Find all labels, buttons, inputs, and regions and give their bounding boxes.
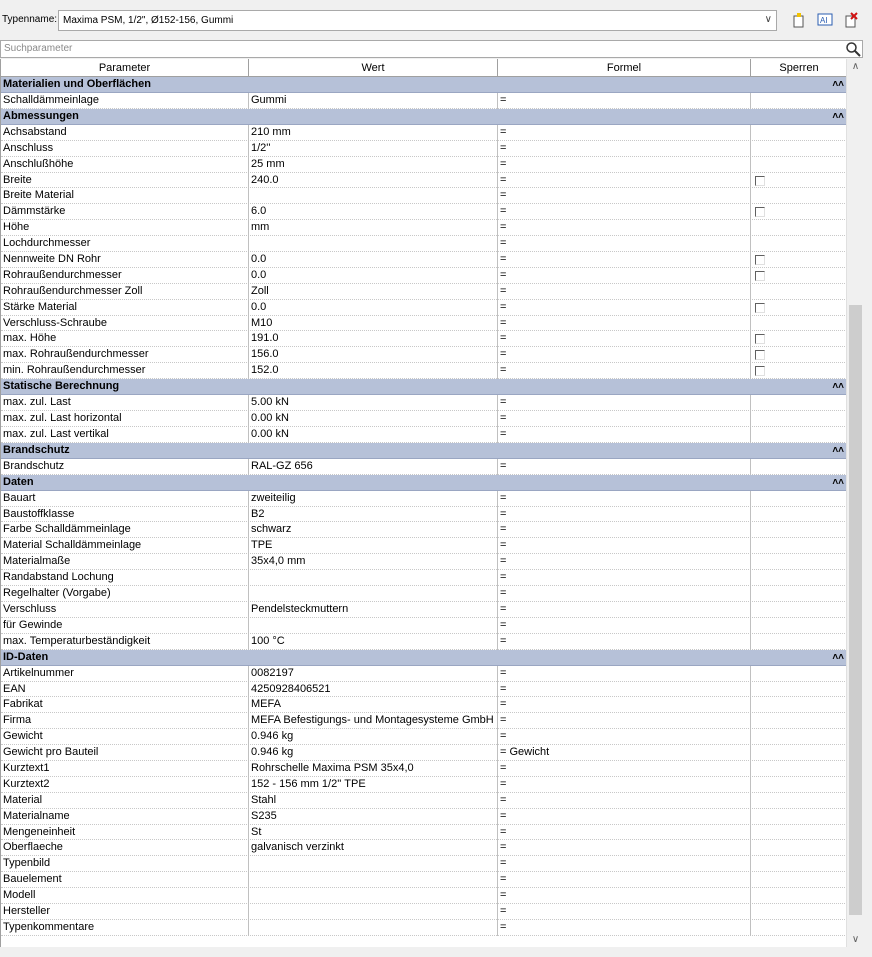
parameter-name: Brandschutz [1, 459, 249, 475]
parameter-formula[interactable]: = [498, 331, 751, 347]
parameter-name: Anschlußhöhe [1, 157, 249, 173]
parameter-lock-cell [751, 554, 846, 570]
parameter-formula[interactable]: = [498, 522, 751, 538]
parameter-name: Schalldämmeinlage [1, 93, 249, 109]
table-row[interactable] [1, 204, 846, 220]
parameter-formula[interactable]: = [498, 809, 751, 825]
parameter-formula[interactable]: = [498, 347, 751, 363]
parameter-formula[interactable]: = [498, 840, 751, 856]
parameter-formula[interactable]: = [498, 427, 751, 443]
scroll-down-icon[interactable]: ∨ [851, 934, 860, 945]
parameter-formula[interactable]: = [498, 204, 751, 220]
parameter-lock-cell [751, 904, 846, 920]
bottom-strip [0, 947, 872, 957]
table-row[interactable] [1, 125, 846, 141]
collapse-icon[interactable]: ˄˄ [832, 79, 844, 90]
table-row[interactable] [1, 268, 846, 284]
parameter-value[interactable] [249, 872, 498, 888]
parameter-lock-cell [751, 538, 846, 554]
table-row[interactable] [1, 697, 846, 713]
parameter-name: Lochdurchmesser [1, 236, 249, 252]
parameter-name: Baustoffklasse [1, 507, 249, 523]
table-row[interactable] [1, 141, 846, 157]
search-placeholder: Suchparameter [4, 43, 73, 54]
parameter-value[interactable]: 0.00 kN [249, 411, 498, 427]
parameter-lock-cell [751, 268, 846, 284]
parameter-name: max. zul. Last horizontal [1, 411, 249, 427]
lock-checkbox[interactable] [755, 176, 765, 186]
table-row[interactable] [1, 825, 846, 841]
table-row[interactable] [1, 507, 846, 523]
parameter-value[interactable]: 6.0 [249, 204, 498, 220]
table-row[interactable] [1, 252, 846, 268]
parameter-lock-cell [751, 204, 846, 220]
table-row[interactable] [1, 602, 846, 618]
parameter-name: Stärke Material [1, 300, 249, 316]
parameter-formula[interactable]: = [498, 188, 751, 204]
parameter-name: Verschluss [1, 602, 249, 618]
group-title: Materialien und Oberflächen [3, 78, 151, 90]
parameter-formula[interactable]: = [498, 666, 751, 682]
parameter-value[interactable] [249, 920, 498, 936]
parameter-name: min. Rohraußendurchmesser [1, 363, 249, 379]
table-row[interactable] [1, 872, 846, 888]
parameter-lock-cell [751, 157, 846, 173]
parameter-name: max. Temperaturbeständigkeit [1, 634, 249, 650]
parameter-formula[interactable]: = [498, 682, 751, 698]
parameter-name: Gewicht pro Bauteil [1, 745, 249, 761]
parameter-name: Material [1, 793, 249, 809]
parameter-name: EAN [1, 682, 249, 698]
table-row[interactable] [1, 93, 846, 109]
parameter-lock-cell [751, 300, 846, 316]
table-row[interactable] [1, 538, 846, 554]
parameter-lock-cell [751, 93, 846, 109]
parameter-formula[interactable]: = [498, 920, 751, 936]
parameter-name: Mengeneinheit [1, 825, 249, 841]
collapse-icon[interactable]: ˄˄ [832, 444, 844, 456]
parameter-name: Kurztext1 [1, 761, 249, 777]
collapse-icon[interactable]: ˄˄ [832, 651, 844, 663]
parameter-lock-cell [751, 729, 846, 745]
parameter-name: Regelhalter (Vorgabe) [1, 586, 249, 602]
parameter-lock-cell [751, 697, 846, 713]
table-row[interactable] [1, 745, 846, 761]
group-title: Brandschutz [3, 443, 70, 456]
parameter-value[interactable]: 25 mm [249, 157, 498, 173]
parameter-lock-cell [751, 316, 846, 332]
parameter-lock-cell [751, 920, 846, 936]
parameter-formula[interactable]: = [498, 157, 751, 173]
parameter-lock-cell [751, 491, 846, 507]
parameter-formula[interactable]: = [498, 554, 751, 570]
parameter-lock-cell [751, 411, 846, 427]
table-row[interactable] [1, 570, 846, 586]
parameter-lock-cell [751, 284, 846, 300]
parameter-formula[interactable]: = [498, 252, 751, 268]
parameter-value[interactable]: 1/2'' [249, 141, 498, 157]
search-icon[interactable] [845, 41, 861, 57]
parameter-lock-cell [751, 188, 846, 204]
parameter-lock-cell [751, 634, 846, 650]
table-row[interactable] [1, 157, 846, 173]
parameter-lock-cell [751, 395, 846, 411]
parameter-formula[interactable]: = [498, 507, 751, 523]
parameter-name: Oberflaeche [1, 840, 249, 856]
parameter-name: Modell [1, 888, 249, 904]
parameter-lock-cell [751, 522, 846, 538]
parameter-name: Anschluss [1, 141, 249, 157]
parameter-formula[interactable]: = [498, 586, 751, 602]
collapse-icon[interactable]: ˄˄ [832, 381, 844, 393]
table-row[interactable] [1, 331, 846, 347]
type-toolbar [0, 0, 872, 40]
table-row[interactable] [1, 777, 846, 793]
parameter-lock-cell [751, 761, 846, 777]
parameter-value[interactable]: 0.946 kg [249, 729, 498, 745]
parameter-lock-cell [751, 682, 846, 698]
parameter-lock-cell [751, 331, 846, 347]
parameter-name: Höhe [1, 220, 249, 236]
grid-header [1, 59, 846, 77]
parameter-value[interactable]: S235 [249, 809, 498, 825]
table-row[interactable] [1, 316, 846, 332]
rename-icon[interactable] [815, 10, 835, 30]
parameter-name: Breite Material [1, 188, 249, 204]
table-row[interactable] [1, 236, 846, 252]
parameter-value[interactable]: 156.0 [249, 347, 498, 363]
parameter-lock-cell [751, 777, 846, 793]
parameter-name: Farbe Schalldämmeinlage [1, 522, 249, 538]
parameter-value[interactable]: 100 °C [249, 634, 498, 650]
parameter-formula[interactable]: = [498, 395, 751, 411]
svg-text:AI: AI [820, 16, 828, 25]
parameter-value[interactable]: 152 - 156 mm 1/2'' TPE [249, 777, 498, 793]
type-name-dropdown[interactable] [58, 10, 777, 31]
parameter-value[interactable]: 152.0 [249, 363, 498, 379]
parameter-formula[interactable]: = [498, 793, 751, 809]
parameter-name: Bauart [1, 491, 249, 507]
parameter-value[interactable]: Stahl [249, 793, 498, 809]
table-row[interactable] [1, 856, 846, 872]
table-row[interactable] [1, 666, 846, 682]
table-row[interactable] [1, 411, 846, 427]
lock-checkbox[interactable] [755, 334, 765, 344]
column-header-formel[interactable]: Formel [498, 59, 751, 77]
parameter-value[interactable]: M10 [249, 316, 498, 332]
parameter-formula[interactable]: = [498, 459, 751, 475]
type-name-value: Maxima PSM, 1/2", Ø152-156, Gummi [63, 15, 234, 26]
parameter-formula[interactable]: = [498, 491, 751, 507]
table-row[interactable] [1, 284, 846, 300]
parameter-value[interactable]: mm [249, 220, 498, 236]
parameter-formula[interactable]: = [498, 602, 751, 618]
parameter-value[interactable]: Gummi [249, 93, 498, 109]
group-header[interactable] [1, 109, 846, 125]
parameter-lock-cell [751, 856, 846, 872]
table-row[interactable] [1, 809, 846, 825]
parameter-formula[interactable]: = [498, 618, 751, 634]
table-row[interactable] [1, 840, 846, 856]
parameter-formula[interactable]: = [498, 411, 751, 427]
parameter-lock-cell [751, 220, 846, 236]
parameter-lock-cell [751, 666, 846, 682]
parameter-value[interactable] [249, 856, 498, 872]
group-title: Abmessungen [3, 109, 79, 122]
parameter-name: Hersteller [1, 904, 249, 920]
parameter-name: Artikelnummer [1, 666, 249, 682]
parameter-name: Firma [1, 713, 249, 729]
parameter-value[interactable]: B2 [249, 507, 498, 523]
parameter-name: für Gewinde [1, 618, 249, 634]
parameter-grid [0, 59, 846, 947]
lock-checkbox[interactable] [755, 303, 765, 313]
parameter-value[interactable]: Zoll [249, 284, 498, 300]
parameter-value[interactable] [249, 618, 498, 634]
table-row[interactable] [1, 888, 846, 904]
parameter-name: Dämmstärke [1, 204, 249, 220]
parameter-name: Achsabstand [1, 125, 249, 141]
parameter-formula[interactable]: = [498, 93, 751, 109]
parameter-formula[interactable]: = [498, 284, 751, 300]
table-row[interactable] [1, 554, 846, 570]
parameter-formula[interactable]: = [498, 125, 751, 141]
parameter-name: max. Rohraußendurchmesser [1, 347, 249, 363]
table-row[interactable] [1, 427, 846, 443]
search-input[interactable] [0, 40, 863, 58]
lock-checkbox[interactable] [755, 271, 765, 281]
parameter-lock-cell [751, 570, 846, 586]
scroll-up-icon[interactable]: ∧ [851, 61, 860, 72]
parameter-name: Randabstand Lochung [1, 570, 249, 586]
parameter-value[interactable] [249, 188, 498, 204]
table-row[interactable] [1, 761, 846, 777]
parameter-formula[interactable]: = [498, 856, 751, 872]
parameter-name: Typenbild [1, 856, 249, 872]
group-header[interactable] [1, 475, 846, 491]
parameter-formula[interactable]: = [498, 220, 751, 236]
parameter-formula[interactable]: = [498, 173, 751, 189]
parameter-lock-cell [751, 618, 846, 634]
duplicate-icon[interactable] [789, 10, 809, 30]
group-header[interactable] [1, 443, 846, 459]
parameter-value[interactable]: 0.0 [249, 252, 498, 268]
parameter-name: Materialname [1, 809, 249, 825]
parameter-name: Verschluss-Schraube [1, 316, 249, 332]
parameter-lock-cell [751, 507, 846, 523]
parameter-value[interactable] [249, 904, 498, 920]
parameter-lock-cell [751, 713, 846, 729]
parameter-lock-cell [751, 586, 846, 602]
column-header-parameter[interactable]: Parameter [1, 59, 249, 77]
table-row[interactable] [1, 395, 846, 411]
parameter-name: Typenkommentare [1, 920, 249, 936]
parameter-value[interactable]: 0.00 kN [249, 427, 498, 443]
parameter-value[interactable]: 5.00 kN [249, 395, 498, 411]
delete-icon[interactable] [841, 10, 861, 30]
lock-checkbox[interactable] [755, 350, 765, 360]
parameter-formula[interactable]: = [498, 236, 751, 252]
parameter-value[interactable]: 0.946 kg [249, 745, 498, 761]
lock-checkbox[interactable] [755, 207, 765, 217]
table-row[interactable] [1, 920, 846, 936]
parameter-name: Bauelement [1, 872, 249, 888]
parameter-formula[interactable]: = [498, 729, 751, 745]
lock-checkbox[interactable] [755, 366, 765, 376]
lock-checkbox[interactable] [755, 255, 765, 265]
table-row[interactable] [1, 173, 846, 189]
parameter-name: Kurztext2 [1, 777, 249, 793]
table-row[interactable] [1, 618, 846, 634]
group-header[interactable] [1, 650, 846, 666]
parameter-name: Breite [1, 173, 249, 189]
chevron-down-icon[interactable]: ∨ [764, 14, 772, 25]
parameter-formula[interactable]: = [498, 634, 751, 650]
collapse-icon[interactable]: ˄˄ [832, 110, 844, 122]
parameter-name: max. Höhe [1, 331, 249, 347]
column-header-sperren[interactable]: Sperren [779, 62, 819, 74]
parameter-name: Rohraußendurchmesser [1, 268, 249, 284]
table-row[interactable] [1, 793, 846, 809]
table-row[interactable] [1, 188, 846, 204]
parameter-lock-cell [751, 872, 846, 888]
parameter-value[interactable] [249, 586, 498, 602]
group-title: ID-Daten [3, 650, 49, 663]
parameter-lock-cell [751, 809, 846, 825]
type-name-label: Typenname: [2, 14, 58, 25]
parameter-value[interactable] [249, 888, 498, 904]
parameter-lock-cell [751, 173, 846, 189]
parameter-name: max. zul. Last [1, 395, 249, 411]
table-row[interactable] [1, 586, 846, 602]
parameter-value[interactable]: St [249, 825, 498, 841]
table-row[interactable] [1, 729, 846, 745]
parameter-lock-cell [751, 363, 846, 379]
parameter-value[interactable]: MEFA Befestigungs- und Montagesysteme GmbH [249, 713, 498, 729]
parameter-lock-cell [751, 888, 846, 904]
parameter-value[interactable]: MEFA [249, 697, 498, 713]
parameter-lock-cell [751, 347, 846, 363]
parameter-formula[interactable]: = [498, 713, 751, 729]
parameter-value[interactable]: 0.0 [249, 268, 498, 284]
parameter-value[interactable]: galvanisch verzinkt [249, 840, 498, 856]
group-title: Statische Berechnung [3, 380, 120, 393]
table-row[interactable] [1, 904, 846, 920]
parameter-value[interactable] [249, 570, 498, 586]
parameter-formula[interactable]: = [498, 872, 751, 888]
collapse-icon[interactable]: ˄˄ [832, 476, 844, 488]
group-title: Daten [3, 475, 34, 488]
parameter-formula[interactable]: = Gewicht [498, 745, 751, 761]
parameter-value[interactable]: Pendelsteckmuttern [249, 602, 498, 618]
parameter-value[interactable]: 210 mm [249, 125, 498, 141]
parameter-lock-cell [751, 825, 846, 841]
parameter-lock-cell [751, 602, 846, 618]
parameter-formula[interactable]: = [498, 316, 751, 332]
parameter-value[interactable]: 4250928406521 [249, 682, 498, 698]
parameter-lock-cell [751, 840, 846, 856]
parameter-value[interactable]: 0.0 [249, 300, 498, 316]
parameter-formula[interactable]: = [498, 570, 751, 586]
parameter-formula[interactable]: = [498, 777, 751, 793]
parameter-lock-cell [751, 459, 846, 475]
parameter-name: Fabrikat [1, 697, 249, 713]
table-row[interactable] [1, 363, 846, 379]
parameter-value[interactable]: zweiteilig [249, 491, 498, 507]
parameter-name: Nennweite DN Rohr [1, 252, 249, 268]
parameter-lock-cell [751, 125, 846, 141]
table-row[interactable] [1, 682, 846, 698]
vertical-scrollbar[interactable] [846, 59, 863, 947]
parameter-formula[interactable]: = [498, 538, 751, 554]
parameter-lock-cell [751, 236, 846, 252]
table-row[interactable] [1, 220, 846, 236]
parameter-name: Materialmaße [1, 554, 249, 570]
parameter-formula[interactable]: = [498, 697, 751, 713]
parameter-formula[interactable]: = [498, 363, 751, 379]
parameter-formula[interactable]: = [498, 825, 751, 841]
group-header[interactable] [1, 77, 846, 93]
parameter-lock-cell [751, 793, 846, 809]
parameter-formula[interactable]: = [498, 904, 751, 920]
grid-rows [1, 77, 846, 936]
table-row[interactable] [1, 300, 846, 316]
parameter-formula[interactable]: = [498, 300, 751, 316]
parameter-lock-cell [751, 252, 846, 268]
table-row[interactable] [1, 347, 846, 363]
table-row[interactable] [1, 713, 846, 729]
parameter-name: max. zul. Last vertikal [1, 427, 249, 443]
parameter-value[interactable]: TPE [249, 538, 498, 554]
parameter-name: Rohraußendurchmesser Zoll [1, 284, 249, 300]
parameter-value[interactable] [249, 236, 498, 252]
parameter-value[interactable]: 240.0 [249, 173, 498, 189]
parameter-value[interactable]: schwarz [249, 522, 498, 538]
parameter-name: Gewicht [1, 729, 249, 745]
table-row[interactable] [1, 459, 846, 475]
parameter-name: Material Schalldämmeinlage [1, 538, 249, 554]
scrollbar-thumb[interactable] [849, 305, 862, 915]
parameter-formula[interactable]: = [498, 268, 751, 284]
column-header-wert[interactable]: Wert [249, 59, 498, 77]
parameter-value[interactable]: Rohrschelle Maxima PSM 35x4,0 [249, 761, 498, 777]
parameter-formula[interactable]: = [498, 761, 751, 777]
parameter-formula[interactable]: = [498, 888, 751, 904]
table-row[interactable] [1, 491, 846, 507]
parameter-formula[interactable]: = [498, 141, 751, 157]
parameter-value[interactable]: 191.0 [249, 331, 498, 347]
parameter-value[interactable]: RAL-GZ 656 [249, 459, 498, 475]
parameter-lock-cell [751, 745, 846, 761]
parameter-value[interactable]: 0082197 [249, 666, 498, 682]
group-header[interactable] [1, 379, 846, 395]
parameter-lock-cell [751, 427, 846, 443]
table-row[interactable] [1, 522, 846, 538]
parameter-lock-cell [751, 141, 846, 157]
parameter-value[interactable]: 35x4,0 mm [249, 554, 498, 570]
table-row[interactable] [1, 634, 846, 650]
